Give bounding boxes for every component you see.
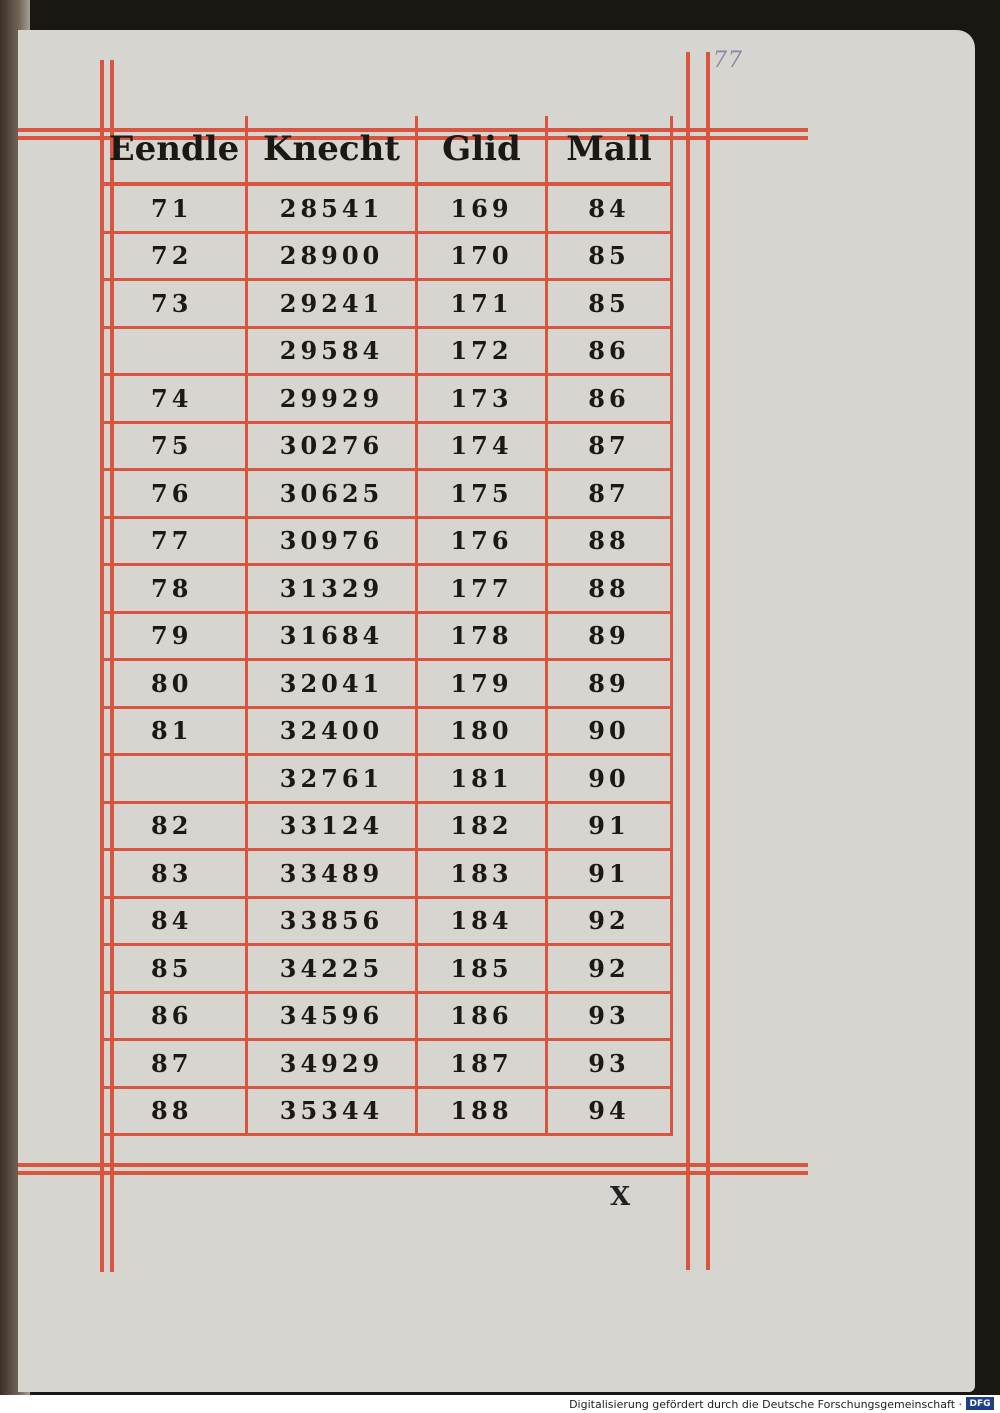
page-number: 77	[713, 48, 743, 73]
table-row	[100, 234, 688, 282]
cell-glid: 188	[418, 1089, 548, 1137]
signature-mark: X	[610, 1182, 631, 1212]
cell-eendle: 75	[100, 424, 248, 472]
cell-glid: 184	[418, 899, 548, 947]
cell-glid: 187	[418, 1041, 548, 1089]
header-mall: Mall	[548, 116, 673, 186]
cell-mall: 85	[548, 234, 673, 282]
cell-glid: 180	[418, 709, 548, 757]
cell-eendle: 81	[100, 709, 248, 757]
cell-eendle: 79	[100, 614, 248, 662]
cell-mall: 94	[548, 1089, 673, 1137]
cell-mall: 86	[548, 329, 673, 377]
cell-glid: 172	[418, 329, 548, 377]
table-row	[100, 1089, 688, 1137]
header-knecht: Knecht	[248, 116, 418, 186]
cell-mall: 93	[548, 994, 673, 1042]
cell-knecht: 34596	[248, 994, 418, 1042]
cell-knecht: 32761	[248, 756, 418, 804]
cell-knecht: 28900	[248, 234, 418, 282]
cell-glid: 178	[418, 614, 548, 662]
cell-knecht: 31684	[248, 614, 418, 662]
cell-glid: 183	[418, 851, 548, 899]
cell-mall: 92	[548, 946, 673, 994]
cell-mall: 91	[548, 851, 673, 899]
cell-knecht: 33489	[248, 851, 418, 899]
cell-glid: 179	[418, 661, 548, 709]
cell-mall: 90	[548, 756, 673, 804]
cell-mall: 89	[548, 614, 673, 662]
cell-mall: 87	[548, 424, 673, 472]
cell-eendle: 72	[100, 234, 248, 282]
cell-mall: 92	[548, 899, 673, 947]
cell-mall: 93	[548, 1041, 673, 1089]
table-header-row	[100, 116, 688, 186]
cell-eendle: 85	[100, 946, 248, 994]
cell-eendle: 84	[100, 899, 248, 947]
cell-glid: 170	[418, 234, 548, 282]
cell-knecht: 30976	[248, 519, 418, 567]
cell-glid: 176	[418, 519, 548, 567]
cell-knecht: 31329	[248, 566, 418, 614]
square-number-table	[100, 116, 688, 1136]
table-row	[100, 946, 688, 994]
cell-eendle: 83	[100, 851, 248, 899]
cell-mall: 86	[548, 376, 673, 424]
footer-credit: Digitalisierung gefördert durch die Deutsche Forschungsgemeinschaft ·	[569, 1398, 962, 1411]
footer-bar	[0, 1395, 1000, 1413]
cell-glid: 181	[418, 756, 548, 804]
cell-glid: 174	[418, 424, 548, 472]
cell-glid: 175	[418, 471, 548, 519]
cell-eendle: 73	[100, 281, 248, 329]
table-row	[100, 804, 688, 852]
cell-mall: 90	[548, 709, 673, 757]
table-row	[100, 709, 688, 757]
cell-knecht: 34929	[248, 1041, 418, 1089]
table-row	[100, 566, 688, 614]
cell-eendle: 87	[100, 1041, 248, 1089]
cell-glid: 177	[418, 566, 548, 614]
header-glid: Glid	[418, 116, 548, 186]
cell-glid: 171	[418, 281, 548, 329]
cell-glid: 173	[418, 376, 548, 424]
table-row	[100, 756, 688, 804]
cell-knecht: 32400	[248, 709, 418, 757]
cell-glid: 186	[418, 994, 548, 1042]
cell-eendle: 80	[100, 661, 248, 709]
cell-mall: 87	[548, 471, 673, 519]
cell-knecht: 33124	[248, 804, 418, 852]
cell-eendle: 88	[100, 1089, 248, 1137]
cell-eendle: 82	[100, 804, 248, 852]
cell-knecht: 29241	[248, 281, 418, 329]
cell-eendle	[100, 329, 248, 377]
cell-knecht: 29584	[248, 329, 418, 377]
table-row	[100, 614, 688, 662]
cell-eendle: 71	[100, 186, 248, 234]
table-row	[100, 471, 688, 519]
table-row	[100, 1041, 688, 1089]
table-row	[100, 994, 688, 1042]
cell-glid: 185	[418, 946, 548, 994]
cell-eendle: 76	[100, 471, 248, 519]
header-eendle: Eendle	[100, 116, 248, 186]
dfg-logo: DFG	[966, 1397, 994, 1410]
cell-eendle: 78	[100, 566, 248, 614]
cell-knecht: 33856	[248, 899, 418, 947]
cell-mall: 85	[548, 281, 673, 329]
cell-eendle: 77	[100, 519, 248, 567]
cell-mall: 91	[548, 804, 673, 852]
cell-glid: 169	[418, 186, 548, 234]
cell-knecht: 34225	[248, 946, 418, 994]
cell-mall: 84	[548, 186, 673, 234]
cell-mall: 89	[548, 661, 673, 709]
cell-eendle: 86	[100, 994, 248, 1042]
cell-knecht: 32041	[248, 661, 418, 709]
table-row	[100, 186, 688, 234]
table-row	[100, 851, 688, 899]
cell-knecht: 28541	[248, 186, 418, 234]
cell-mall: 88	[548, 566, 673, 614]
cell-eendle	[100, 756, 248, 804]
cell-eendle: 74	[100, 376, 248, 424]
table-row	[100, 281, 688, 329]
table-row	[100, 424, 688, 472]
cell-knecht: 30625	[248, 471, 418, 519]
table-row	[100, 899, 688, 947]
cell-knecht: 35344	[248, 1089, 418, 1137]
right-rule-inner	[706, 52, 710, 1270]
table-row	[100, 376, 688, 424]
table-row	[100, 329, 688, 377]
table-row	[100, 661, 688, 709]
cell-knecht: 30276	[248, 424, 418, 472]
cell-glid: 182	[418, 804, 548, 852]
cell-mall: 88	[548, 519, 673, 567]
cell-knecht: 29929	[248, 376, 418, 424]
table-row	[100, 519, 688, 567]
